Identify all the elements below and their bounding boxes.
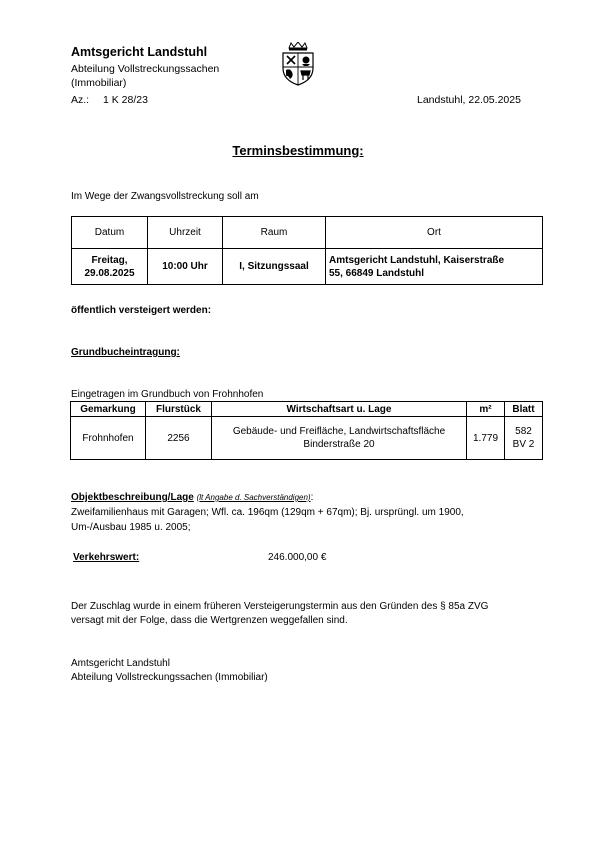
- object-heading-text: Objektbeschreibung/Lage: [71, 492, 194, 503]
- header-raum: Raum: [223, 217, 326, 249]
- cell-qm: 1.779: [467, 417, 505, 460]
- cell-datum: [72, 249, 148, 285]
- auction-text: öffentlich versteigert werden:: [71, 305, 212, 316]
- case-number: 1 K 28/23: [103, 94, 148, 106]
- coat-of-arms-icon: [280, 42, 316, 86]
- object-heading-colon: :: [310, 492, 314, 503]
- appointment-table-header: [72, 217, 543, 249]
- signature-department: Abteilung Vollstreckungssachen (Immobiliar): [71, 672, 268, 683]
- case-number-label: Az.:: [71, 94, 90, 106]
- cell-uhrzeit: 10:00 Uhr: [148, 249, 223, 285]
- appointment-table: [71, 216, 543, 285]
- lage-line1: Gebäude- und Freifläche, Landwirtschaftsfläche: [232, 426, 446, 437]
- header-qm: m²: [467, 402, 505, 417]
- cell-raum: I, Sitzungssaal: [223, 249, 326, 285]
- ort-line2: 55, 66849 Landstuhl: [329, 267, 425, 279]
- datum-date: 29.08.2025: [84, 267, 135, 279]
- document-title: Terminsbestimmung:: [232, 143, 364, 158]
- header-flurstueck: Flurstück: [146, 402, 212, 417]
- blatt-line1: 582: [515, 426, 532, 437]
- header-datum: Datum: [72, 217, 148, 249]
- appointment-table-row: [72, 249, 543, 285]
- place-date: Landstuhl, 22.05.2025: [417, 94, 521, 106]
- header-wirtschaftsart: Wirtschaftsart u. Lage: [212, 402, 467, 417]
- lage-line2: Binderstraße 20: [303, 439, 375, 450]
- header-ort: Ort: [326, 217, 543, 249]
- land-register-header: [71, 402, 543, 417]
- land-register-row: [71, 417, 543, 460]
- cell-ort: [326, 249, 543, 285]
- cell-blatt: [505, 417, 543, 460]
- market-value-label: Verkehrswert:: [73, 552, 140, 563]
- signature-court: Amtsgericht Landstuhl: [71, 658, 170, 669]
- object-description-line1: Zweifamilienhaus mit Garagen; Wfl. ca. 196qm (129qm + 67qm); Bj. ursprüngl. um 1900,: [71, 507, 464, 518]
- land-register-intro: Eingetragen im Grundbuch von Frohnhofen: [71, 389, 264, 400]
- blatt-line2: BV 2: [512, 439, 535, 450]
- cell-gemarkung: Frohnhofen: [71, 417, 146, 460]
- datum-weekday: Freitag,: [91, 254, 128, 266]
- award-note-line2: versagt mit der Folge, dass die Wertgrenzen weggefallen sind.: [71, 615, 348, 626]
- header-gemarkung: Gemarkung: [71, 402, 146, 417]
- cell-lage: [212, 417, 467, 460]
- award-note-line1: Der Zuschlag wurde in einem früheren Versteigerungstermin aus den Gründen des § 85a ZVG: [71, 601, 489, 612]
- court-department: Abteilung Vollstreckungssachen: [71, 63, 220, 75]
- ort-line1: Amtsgericht Landstuhl, Kaiserstraße: [329, 254, 505, 266]
- object-description-line2: Um-/Ausbau 1985 u. 2005;: [71, 522, 191, 533]
- court-name: Amtsgericht Landstuhl: [71, 45, 208, 59]
- object-heading-note: (lt Angabe d. Sachverständigen): [196, 493, 311, 502]
- header-blatt: Blatt: [505, 402, 543, 417]
- court-department-sub: (Immobiliar): [71, 77, 127, 89]
- land-register-heading: Grundbucheintragung:: [71, 347, 180, 358]
- land-register-table: [70, 401, 543, 460]
- intro-text: Im Wege der Zwangsvollstreckung soll am: [71, 191, 259, 202]
- object-description-heading: [71, 491, 313, 504]
- cell-flurstueck: 2256: [146, 417, 212, 460]
- market-value: 246.000,00 €: [268, 552, 327, 563]
- header-uhrzeit: Uhrzeit: [148, 217, 223, 249]
